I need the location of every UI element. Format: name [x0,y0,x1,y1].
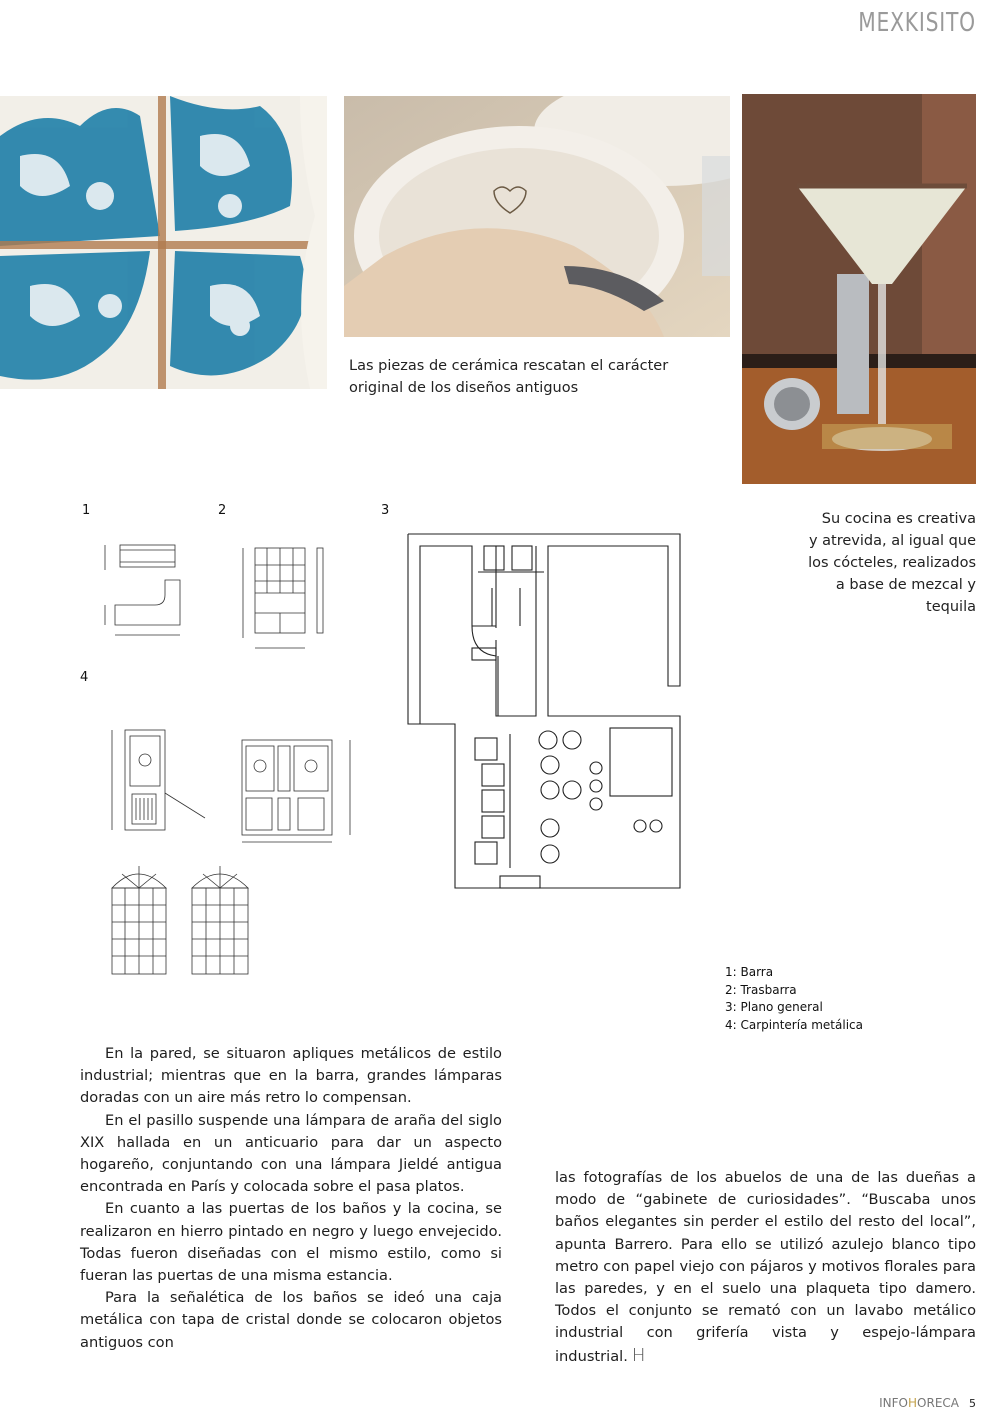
page-footer [879,1396,976,1410]
drawing-number-1: 1 [82,503,91,518]
brand-info: INFO [879,1396,909,1410]
caption-line: tequila [926,599,976,615]
brand-logo [879,1396,959,1410]
caption-line: Su cocina es creativa [821,511,976,527]
caption-line: a base de mezcal y [835,577,976,593]
article-paragraph: las fotografías de los abuelos de una de las dueñas a modo de “gabinete de curiosidades”. “Buscaba unos baños elegantes sin perder el estilo del resto del local”, apunta Barrero. Para ello se utilizó azulejo blanco tipo metro con papel viejo con pájaros y motivos florales para las paredes, y en el suelo una plaqueta tipo damero. Todos el conjunto se remató con un lavabo metálico industrial con grifería vista y espejo-lámpara industrial. [555,1169,976,1365]
page-number: 5 [969,1397,976,1410]
cocktail-photo [742,94,976,484]
article-paragraph: Para la señalética de los baños se ideó una caja metálica con tapa de cristal donde se colocaron objetos antiguos con [80,1289,502,1351]
article-column-left [80,1043,502,1354]
floor-plan-drawing [400,528,690,893]
door-drawing [100,718,365,848]
brand-oreca: ORECA [917,1396,959,1410]
back-bar-drawing [235,543,345,658]
legend-item: 4: Carpintería metálica [725,1017,863,1032]
article-paragraph: En cuanto a las puertas de los baños y la cocina, se realizaron en hierro pintado en negro y luego envejecido. Todas fueron diseñadas con el mismo estilo, como si fueran las puertas de una misma estancia. [80,1200,502,1285]
caption-line: los cócteles, realizados [808,555,976,571]
legend-item: 3: Plano general [725,1000,823,1014]
article-paragraph: En el pasillo suspende una lámpara de araña del siglo XIX hallada en un anticuario para dar un aspecto hogareño, conjuntando con una lámpara Jieldé antigua encontrada en París y colocada sobre el pasa platos. [80,1111,502,1196]
drawing-number-4: 4 [80,670,89,685]
ceramic-plate-photo [344,96,730,337]
caption-line: y atrevida, al igual que [808,533,976,549]
article-paragraph: En la pared, se situaron apliques metálicos de estilo industrial; mientras que en la barra, grandes lámparas doradas con un aire más retro lo compensan. [80,1045,502,1107]
drawing-number-3: 3 [381,503,390,518]
tile-photo [0,96,327,389]
legend-item: 2: Trasbarra [725,982,797,997]
legend-item: 1: Barra [725,965,774,979]
section-title: MEXKISITO [858,8,976,38]
article-column-right [555,1167,976,1368]
ceramics-caption: Las piezas de cerámica rescatan el carácter original de los diseños antiguos [349,358,669,396]
cuisine-caption [800,508,976,618]
drawing-number-2: 2 [218,503,227,518]
arched-window-drawing [108,860,253,978]
bar-drawing [95,535,195,640]
brand-h: H [908,1396,918,1410]
drawing-legend [725,964,925,1034]
end-mark: H [631,1344,646,1366]
